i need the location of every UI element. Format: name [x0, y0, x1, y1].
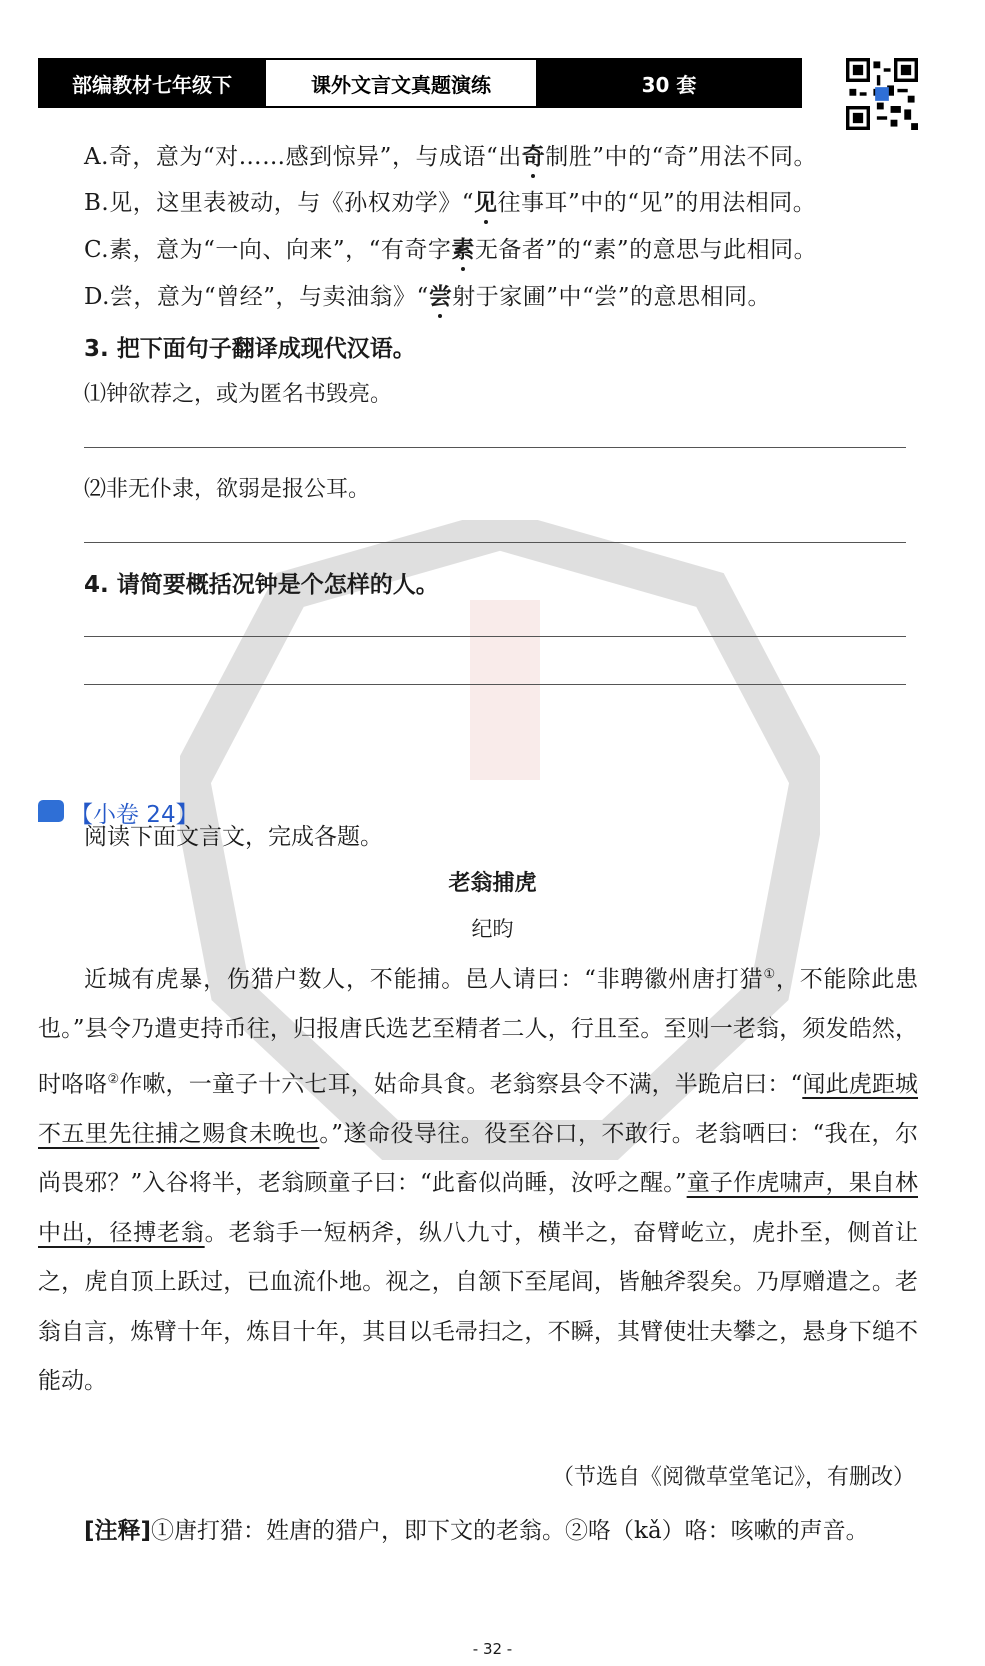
- answer-line: [84, 447, 906, 448]
- passage-source: （节选自《阅微草堂笔记》，有删改）: [551, 1465, 915, 1490]
- section-label: 【小卷 24】: [70, 802, 199, 828]
- answer-line: [84, 542, 906, 543]
- reading-instruction: 阅读下面文言文，完成各题。: [84, 824, 383, 850]
- answer-line: [84, 636, 906, 637]
- passage-paragraph: 近城有虎暴，伤猎户数人，不能捕。邑人请曰：“非聘徽州唐打猎①，不能除此患也。”县令乃遣吏持币往，归报唐氏选艺至精者二人，行且至。至则一老翁，须发皓然，时咯咯②作嗽，一童子十六七耳，姑命具食。老翁察县令不满，半跪启曰：“闻此虎距城不五里先往捕之赐食未晚也。”遂命役导往。役至谷口，不敢行。老翁哂曰：“我在，尔尚畏邪？”入谷将半，老翁顾童子曰：“此畜似尚睡，汝呼之醒。”童子作虎啸声，果自林中出，径搏老翁。老翁手一短柄斧，纵八九寸，横半之，奋臂屹立，虎扑至，侧首让之，虎自顶上跃过，已血流仆地。视之，自颔下至尾闾，皆触斧裂矣。乃厚赠遣之。老翁自言，炼臂十年，炼目十年，其目以毛帚扫之，不瞬，其臂使壮夫攀之，悬身下缒不能动。: [38, 966, 919, 1395]
- question-3-sentence-2: ⑵非无仆隶，欲弱是报公耳。: [84, 477, 371, 502]
- passage-body: [38, 950, 918, 1407]
- option-d: D.尝，意为“曾经”，与卖油翁》“尝射于家圃”中“尝”的意思相同。: [84, 283, 771, 310]
- underlined-sentence-1: 闻此虎距城不五里先往捕之赐食未晚也: [38, 1071, 919, 1147]
- passage-title: 老翁捕虎: [448, 870, 537, 896]
- option-c: C.素，意为“一向、向来”，“有奇字素无备者”的“素”的意思与此相同。: [84, 236, 818, 263]
- question-4-title: 4. 请简要概括况钟是个怎样的人。: [84, 572, 439, 598]
- header-grade: 部编教材七年级下: [40, 60, 264, 106]
- option-a: A.奇，意为“对……感到惊异”，与成语“出奇制胜”中的“奇”用法不同。: [84, 143, 817, 170]
- header-count: 30 套: [538, 60, 800, 106]
- question-3-sentence-1: ⑴钟欲荐之，或为匿名书毁亮。: [84, 382, 393, 407]
- underlined-sentence-2: 童子作虎啸声，果自林中出，径搏老翁: [38, 1170, 918, 1246]
- answer-line: [84, 684, 906, 685]
- page-number: - 32 -: [472, 1640, 513, 1658]
- annotation: [注释]①唐打猎：姓唐的猎户，即下文的老翁。②咯（kǎ）咯：咳嗽的声音。: [84, 1518, 869, 1544]
- passage-author: 纪昀: [471, 917, 514, 941]
- qr-code-icon: [846, 58, 918, 130]
- question-3-title: 3. 把下面句子翻译成现代汉语。: [84, 336, 416, 362]
- option-b: B.见，这里表被动，与《孙权劝学》“见往事耳”中的“见”的用法相同。: [84, 189, 817, 216]
- header-title: 课外文言文真题演练: [264, 60, 538, 106]
- section-bookmark-icon: [38, 800, 64, 822]
- header-bar: [38, 58, 802, 108]
